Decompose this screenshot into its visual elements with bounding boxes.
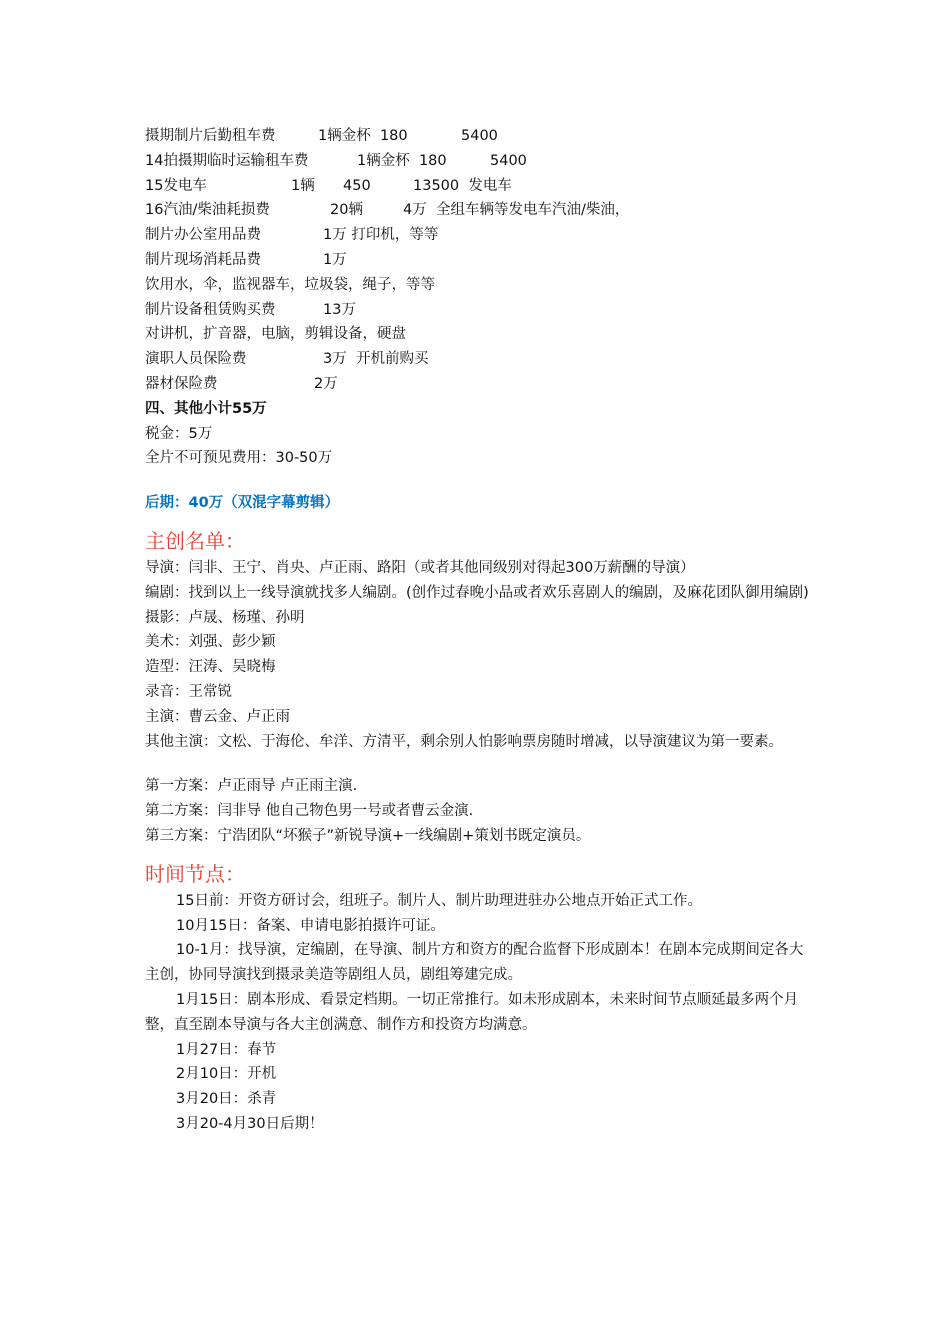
budget-item: 制片办公室用品费 bbox=[145, 227, 261, 244]
budget-list bbox=[145, 124, 815, 397]
crew-lead-cast: 主演：曹云金、卢正雨 bbox=[145, 708, 290, 725]
budget-line-11 bbox=[145, 372, 815, 397]
budget-amount: 3万 开机前购买 bbox=[323, 351, 429, 368]
budget-item: 演职人员保险费 bbox=[145, 351, 247, 368]
budget-amount: 4万 全组车辆等发电车汽油/柴油， bbox=[403, 202, 630, 219]
budget-note: 对讲机，扩音器，电脑，剪辑设备，硬盘 bbox=[145, 326, 406, 343]
timeline-item: 1月15日：剧本形成、看景定档期。一切正常推行。如未形成剧本，未来时间节点顺延最多两个月整，直至剧本导演与各大主创满意、制作方和投资方均满意。 bbox=[145, 991, 799, 1033]
budget-line-2 bbox=[145, 149, 815, 174]
budget-item: 16汽油/柴油耗损费 bbox=[145, 202, 270, 219]
budget-amount: 1万 打印机，等等 bbox=[323, 227, 439, 244]
budget-item: 器材保险费 bbox=[145, 375, 218, 392]
other-subtotal: 四、其他小计55万 bbox=[145, 400, 267, 417]
timeline-item: 15日前：开资方研讨会，组班子。制片人、制片助理进驻办公地点开始正式工作。 bbox=[176, 892, 702, 909]
budget-line-9 bbox=[145, 322, 815, 347]
plan-2: 第二方案：闫非导 他自己物色男一号或者曹云金演. bbox=[145, 803, 474, 820]
plan-3: 第三方案：宁浩团队“坏猴子”新锐导演+一线编剧+策划书既定演员。 bbox=[145, 827, 591, 844]
budget-line-1 bbox=[145, 124, 815, 149]
timeline-item: 3月20-4月30日后期！ bbox=[176, 1115, 324, 1132]
budget-amount: 5400 bbox=[490, 152, 527, 169]
crew-director: 导演：闫非、王宁、肖央、卢正雨、路阳（或者其他同级别对得起300万薪酬的导演） bbox=[145, 559, 695, 576]
budget-amount: 13万 bbox=[323, 301, 356, 318]
budget-note: 饮用水，伞，监视器车，垃圾袋，绳子，等等 bbox=[145, 276, 435, 293]
crew-writer: 编剧：找到以上一线导演就找多人编剧。(创作过春晚小品或者欢乐喜剧人的编剧，及麻花团队御用编剧) bbox=[145, 584, 809, 601]
budget-item: 制片设备租赁购买费 bbox=[145, 301, 276, 318]
budget-line-3 bbox=[145, 174, 815, 199]
budget-line-6 bbox=[145, 248, 815, 273]
contingency-line: 全片不可预见费用：30-50万 bbox=[145, 450, 333, 467]
crew-other-cast: 其他主演：文松、于海伦、牟洋、方清平，剩余别人怕影响票房随时增减，以导演建议为第一要素。 bbox=[145, 733, 783, 750]
budget-qty: 1辆金杯 180 bbox=[357, 152, 447, 169]
timeline-item: 10-1月：找导演，定编剧，在导演、制片方和资方的配合监督下形成剧本！在剧本完成期间定各大主创，协同导演找到摄录美造等剧组人员，剧组筹建完成。 bbox=[145, 942, 804, 984]
budget-item: 制片现场消耗品费 bbox=[145, 251, 261, 268]
tax-line: 税金：5万 bbox=[145, 425, 213, 442]
budget-line-7 bbox=[145, 273, 815, 298]
budget-amount: 13500 发电车 bbox=[413, 177, 512, 194]
budget-line-10 bbox=[145, 347, 815, 372]
budget-item: 摄期制片后勤租车费 bbox=[145, 128, 276, 144]
crew-heading: 主创名单： bbox=[145, 528, 245, 553]
budget-qty: 1辆 bbox=[291, 177, 315, 194]
budget-qty: 1辆金杯 180 bbox=[318, 128, 408, 144]
budget-price: 450 bbox=[343, 177, 371, 194]
timeline-item: 2月10日：开机 bbox=[176, 1066, 277, 1083]
timeline-item: 10月15日：备案、申请电影拍摄许可证。 bbox=[176, 917, 445, 934]
timeline-item: 3月20日：杀青 bbox=[176, 1091, 277, 1108]
budget-item: 14拍摄期临时运输租车费 bbox=[145, 152, 309, 169]
budget-amount: 2万 bbox=[314, 375, 338, 392]
timeline-heading: 时间节点： bbox=[145, 861, 245, 886]
document-body bbox=[145, 124, 815, 1137]
budget-line-4 bbox=[145, 198, 815, 223]
crew-styling: 造型：汪涛、吴晓梅 bbox=[145, 659, 276, 676]
crew-sound: 录音：王常锐 bbox=[145, 683, 232, 700]
plan-1: 第一方案：卢正雨导 卢正雨主演. bbox=[145, 778, 358, 795]
budget-line-8 bbox=[145, 298, 815, 323]
budget-amount: 1万 bbox=[323, 251, 347, 268]
crew-cinematography: 摄影：卢晟、杨瑾、孙明 bbox=[145, 609, 305, 626]
budget-line-5 bbox=[145, 223, 815, 248]
timeline-item: 1月27日：春节 bbox=[176, 1041, 277, 1058]
budget-qty: 20辆 bbox=[330, 202, 363, 219]
budget-item: 15发电车 bbox=[145, 177, 207, 194]
budget-amount: 5400 bbox=[461, 128, 498, 144]
post-production-line: 后期：40万（双混字幕剪辑） bbox=[145, 495, 340, 512]
crew-art: 美术：刘强、彭少颖 bbox=[145, 634, 276, 651]
